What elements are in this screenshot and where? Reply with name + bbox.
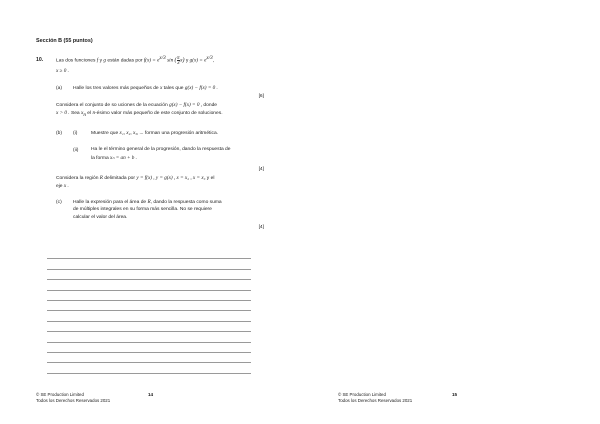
answer-lines-left[interactable] — [47, 249, 251, 374]
part-c-question-2: de múltiples integrales en su forma más sencilla. No se requiere — [73, 207, 212, 212]
rights-line: Todos los Derechos Reservados 2021 — [338, 398, 413, 404]
part-b-i-question: Muestre que x₁, x₂, x₃, ... forman una progresión aritmética. — [91, 130, 219, 136]
part-c-question-3: calcular el valor del área. — [73, 215, 128, 220]
section-title: Sección B (55 puntos) — [36, 38, 93, 44]
page-number-left: 14 — [148, 392, 154, 397]
part-a-label: (a) — [56, 86, 62, 91]
part-b-ii-label: (ii) — [73, 148, 79, 153]
pi-over-3-fraction: $\frac{\pi}{3}$ — [177, 54, 180, 66]
part-c-marks: [4] — [258, 225, 264, 230]
part-b-i-label: (i) — [73, 131, 78, 136]
copyright-line: © SE Production Limited — [338, 392, 386, 397]
part-b-label: (b) — [56, 131, 62, 136]
part-b-marks: [4] — [258, 167, 264, 172]
question-number: 10. — [36, 57, 44, 63]
rights-line: Todos los Derechos Reservados 2021 — [36, 398, 111, 404]
answer-line[interactable] — [47, 270, 251, 280]
question-intro: Las dos funciones f y g están dadas por $f(x) = e^{x/3}$ sin ( $\frac{\pi}{3}$ x) y $g(x) = e^{x/3}$, — [56, 54, 215, 66]
answer-line[interactable] — [47, 280, 251, 290]
answer-line[interactable] — [47, 291, 251, 301]
answer-line[interactable] — [47, 363, 251, 373]
part-a-marks: [6] — [258, 94, 264, 99]
part-c-label: (c) — [56, 200, 62, 205]
part-a-context-1: Considera el conjunto de so uciones de la ecuación g(x) − f(x) = 0 , donde — [56, 102, 218, 108]
answer-line[interactable] — [47, 353, 251, 363]
answer-line[interactable] — [47, 332, 251, 342]
part-a-context-2: x > 0 . Sea $x_n$ el n-ésimo valor más pequeño de este conjunto de soluciones. — [56, 110, 223, 118]
part-b-ii-question-1: Ha le el término general de la progresión, dando la respuesta de — [91, 147, 231, 152]
footer-right — [338, 392, 412, 405]
footer-left — [36, 392, 110, 405]
part-a-question: Halle los tres valores más pequeños de x tales que g(x) − f(x) = 0 . — [73, 85, 218, 91]
question-domain: x ≥ 0 . — [56, 68, 69, 74]
region-definition: Considera la región R delimitada por y = f(x) , y = g(x) , x = x₂ , x = x₃ y el — [56, 175, 215, 181]
answer-line[interactable] — [47, 249, 251, 259]
copyright-line: © SE Production Limited — [36, 392, 84, 397]
part-b-ii-question-2: la forma xₙ = an + b . — [91, 155, 137, 161]
answer-line[interactable] — [47, 311, 251, 321]
answer-line[interactable] — [47, 259, 251, 269]
page-number-right: 15 — [452, 392, 458, 397]
region-definition-2: eje x . — [56, 183, 69, 189]
answer-line[interactable] — [47, 301, 251, 311]
right-page — [300, 0, 600, 424]
answer-line[interactable] — [47, 343, 251, 353]
answer-line[interactable] — [47, 322, 251, 332]
part-c-question-1: Halle la expresión para el área de R, dando la respuesta como suma — [73, 199, 222, 205]
